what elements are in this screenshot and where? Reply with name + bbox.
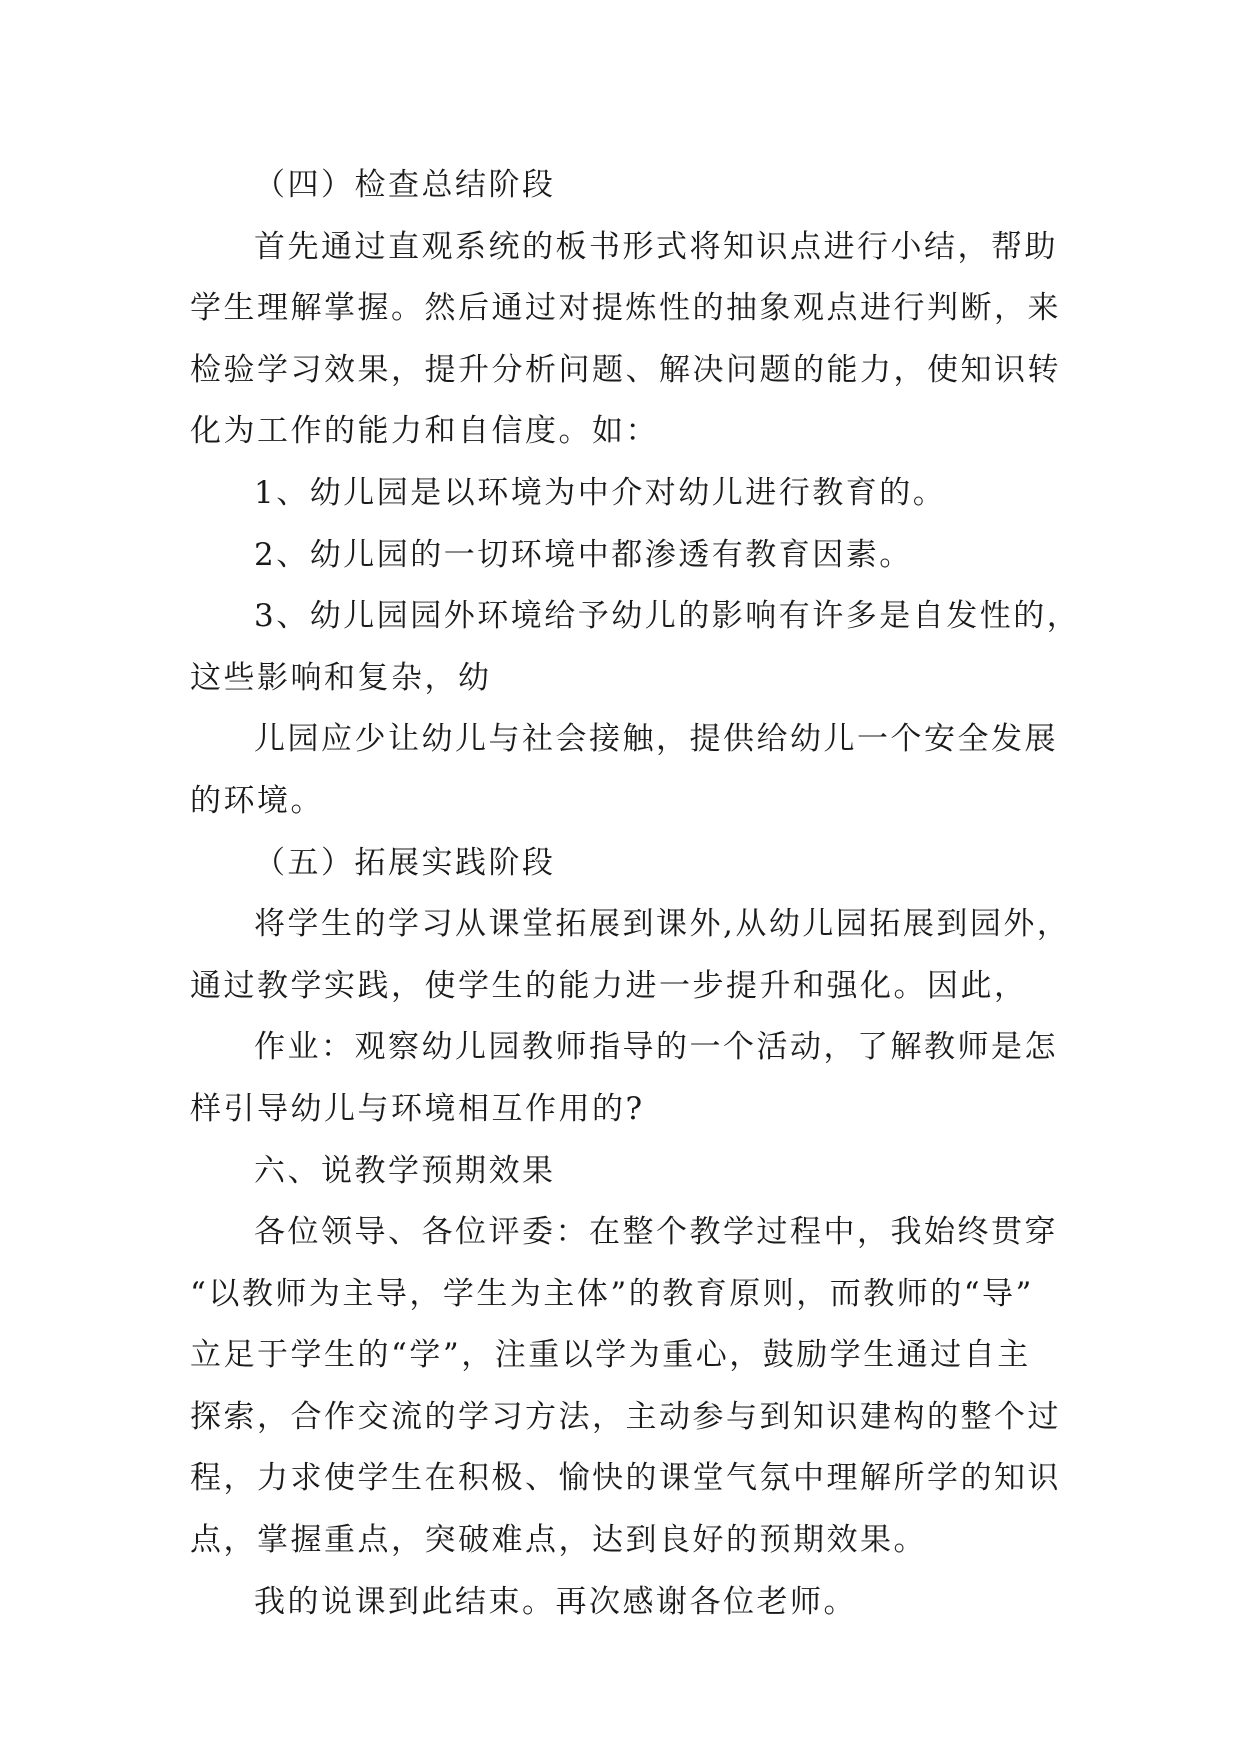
- text-line: 程，力求使学生在积极、愉快的课堂气氛中理解所学的知识: [190, 1460, 1061, 1497]
- text-line: 样引导幼儿与环境相互作用的?: [190, 1090, 645, 1127]
- text-line: （四）检查总结阶段: [254, 167, 556, 203]
- text-line: 我的说课到此结束。再次感谢各位老师。: [254, 1583, 857, 1620]
- text-line: 检验学习效果，提升分析问题、解决问题的能力，使知识转: [190, 351, 1061, 388]
- text-line: 将学生的学习从课堂拓展到课外,从幼儿园拓展到园外，: [254, 906, 1071, 943]
- text-line: 2、幼儿园的一切环境中都渗透有教育因素。: [254, 536, 913, 573]
- text-line: 化为工作的能力和自信度。如：: [190, 413, 659, 450]
- text-line: 六、说教学预期效果: [254, 1152, 556, 1189]
- text-line: 的环境。: [190, 782, 324, 819]
- document-body: [190, 155, 1081, 1633]
- text-line: 立足于学生的“学”，注重以学为重心，鼓励学生通过自主: [190, 1337, 1031, 1374]
- text-line: 儿园应少让幼儿与社会接触，提供给幼儿一个安全发展: [254, 721, 1058, 758]
- text-line: 各位领导、各位评委：在整个教学过程中，我始终贯穿: [254, 1214, 1058, 1251]
- text-line: “以教师为主导，学生为主体”的教育原则，而教师的“导”: [190, 1275, 1034, 1312]
- text-line: 通过教学实践，使学生的能力进一步提升和强化。因此，: [190, 967, 1028, 1004]
- text-line: 探索，合作交流的学习方法，主动参与到知识建构的整个过: [190, 1398, 1061, 1435]
- text-line: 1、幼儿园是以环境为中介对幼儿进行教育的。: [254, 474, 947, 511]
- text-line: 点，掌握重点，突破难点，达到良好的预期效果。: [190, 1522, 927, 1559]
- text-line: 首先通过直观系统的板书形式将知识点进行小结，帮助: [254, 228, 1058, 265]
- text-line: 作业：观察幼儿园教师指导的一个活动，了解教师是怎: [254, 1029, 1058, 1066]
- text-line: 3、幼儿园园外环境给予幼儿的影响有许多是自发性的，: [254, 598, 1081, 635]
- text-line: 这些影响和复杂，幼: [190, 659, 492, 696]
- text-line: 学生理解掌握。然后通过对提炼性的抽象观点进行判断，来: [190, 290, 1061, 327]
- text-line: （五）拓展实践阶段: [254, 844, 556, 881]
